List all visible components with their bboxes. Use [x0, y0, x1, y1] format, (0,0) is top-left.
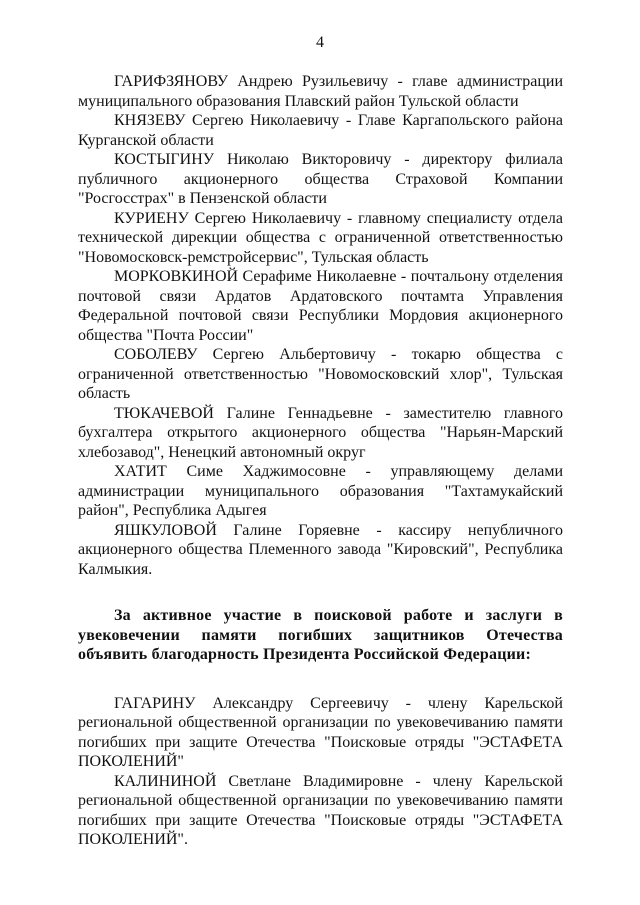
document-body	[78, 72, 563, 850]
award-entry: КНЯЗЕВУ Сергею Николаевичу - Главе Каргапольского района Курганской области	[78, 112, 563, 149]
gratitude-entry: ГАГАРИНУ Александру Сергеевичу - члену Карельской региональной общественной организации по увековечиванию памяти погибших при защите Отечества "Поисковые отряды "ЭСТАФЕТА ПОКОЛЕНИЙ"	[78, 694, 563, 770]
award-entry: ХАТИТ Симе Хаджимосовне - управляющему делами администрации муниципального образования "Тахтамукайский район", Республика Адыгея	[78, 463, 563, 519]
page-number: 4	[316, 34, 324, 51]
section-heading: За активное участие в поисковой работе и заслуги в увековечении памяти погибших защитников Отечества объявить благодарность Президента Российской Федерации:	[78, 607, 563, 663]
award-entry: ТЮКАЧЕВОЙ Галине Геннадьевне - заместителю главного бухгалтера открытого акционерного общества "Нарьян-Марский хлебозавод", Ненецкий автономный округ	[78, 404, 563, 461]
award-entry: ЯШКУЛОВОЙ Галине Горяевне - кассиру непубличного акционерного общества Племенного завода "Кировский", Республика Калмыкия.	[78, 521, 563, 578]
award-entry: КУРИЕНУ Сергею Николаевичу - главному специалисту отдела технической дирекции общества с ограниченной ответственностью "Новомосковск-ремстройсервис", Тульская область	[78, 209, 563, 266]
award-entry: КОСТЫГИНУ Николаю Викторовичу - директору филиала публичного акционерного общества Страховой Компании "Росгосстрах" в Пензенской области	[78, 151, 563, 207]
award-entry: ГАРИФЗЯНОВУ Андрею Рузильевичу - главе администрации муниципального образования Плавский район Тульской области	[78, 73, 563, 110]
award-entry: МОРКОВКИНОЙ Серафиме Николаевне - почтальону отделения почтовой связи Ардатов Ардатовского почтамта Управления Федеральной почтовой связи Республики Мордовия акционерного общества "Почта России"	[78, 268, 563, 344]
award-entry: СОБОЛЕВУ Сергею Альбертовичу - токарю общества с ограниченной ответственностью "Новомосковский хлор", Тульская область	[78, 346, 563, 402]
gratitude-entry: КАЛИНИНОЙ Светлане Владимировне - члену Карельской региональной общественной организации по увековечиванию памяти погибших при защите Отечества "Поисковые отряды "ЭСТАФЕТА ПОКОЛЕНИЙ".	[78, 772, 563, 848]
gratitude-section	[78, 694, 563, 850]
